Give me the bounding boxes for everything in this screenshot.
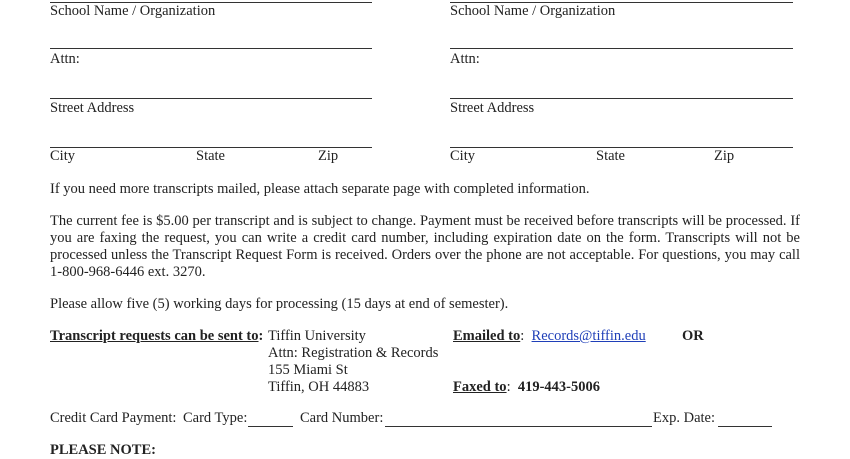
address-line-1: Tiffin University [268,328,366,344]
card-number-label: Card Number: [300,410,384,426]
state-label-left: State [196,148,225,164]
emailed-colon: : [520,328,525,344]
send-to-heading [50,328,263,345]
address-line-4: Tiffin, OH 44883 [268,379,370,395]
city-label-right: City [450,148,475,164]
allow-days-text: Please allow five (5) working days for processing (15 days at end of semester). [50,296,509,312]
attn-line-left[interactable] [50,48,372,49]
faxed-label: Faxed to [453,379,507,395]
school-label-right: School Name / Organization [450,3,616,19]
faxed-to [453,379,600,396]
credit-card-label: Credit Card Payment: [50,410,177,426]
address-line-3: 155 Miami St [268,362,348,378]
state-label-right: State [596,148,625,164]
card-type-label: Card Type: [183,410,248,426]
attn-label-left: Attn: [50,51,80,67]
fax-number: 419-443-5006 [517,379,601,395]
card-number-field[interactable] [385,426,652,427]
email-link[interactable]: Records@tiffin.edu [531,328,646,344]
street-line-left[interactable] [50,98,372,99]
send-to-heading-text: Transcript requests can be sent to [50,328,259,344]
street-label-right: Street Address [450,100,535,116]
emailed-to [453,328,646,345]
faxed-colon: : [506,379,511,395]
send-to-colon: : [258,328,264,344]
card-type-field[interactable] [248,426,293,427]
address-line-2: Attn: Registration & Records [268,345,439,361]
exp-date-label: Exp. Date: [653,410,716,426]
emailed-label: Emailed to [453,328,521,344]
zip-label-right: Zip [714,148,735,164]
school-label-left: School Name / Organization [50,3,216,19]
zip-label-left: Zip [318,148,339,164]
attn-line-right[interactable] [450,48,793,49]
city-label-left: City [50,148,75,164]
exp-date-field[interactable] [718,426,772,427]
please-note-heading: PLEASE NOTE: [50,442,156,458]
attn-label-right: Attn: [450,51,480,67]
street-label-left: Street Address [50,100,135,116]
more-transcripts-text: If you need more transcripts mailed, please attach separate page with completed information. [50,181,590,197]
fee-paragraph: The current fee is $5.00 per transcript and is subject to change. Payment must be received before transcripts will be processed. If you are faxing the request, you can write a credit card number, including expiration date on the form. Transcripts will not be processed unless the Transcript Request Form is received. Orders over the phone are not acceptable. For questions, you may call 1-800-968-6446 ext. 3270. [50,213,800,280]
or-text: OR [682,328,704,344]
street-line-right[interactable] [450,98,793,99]
